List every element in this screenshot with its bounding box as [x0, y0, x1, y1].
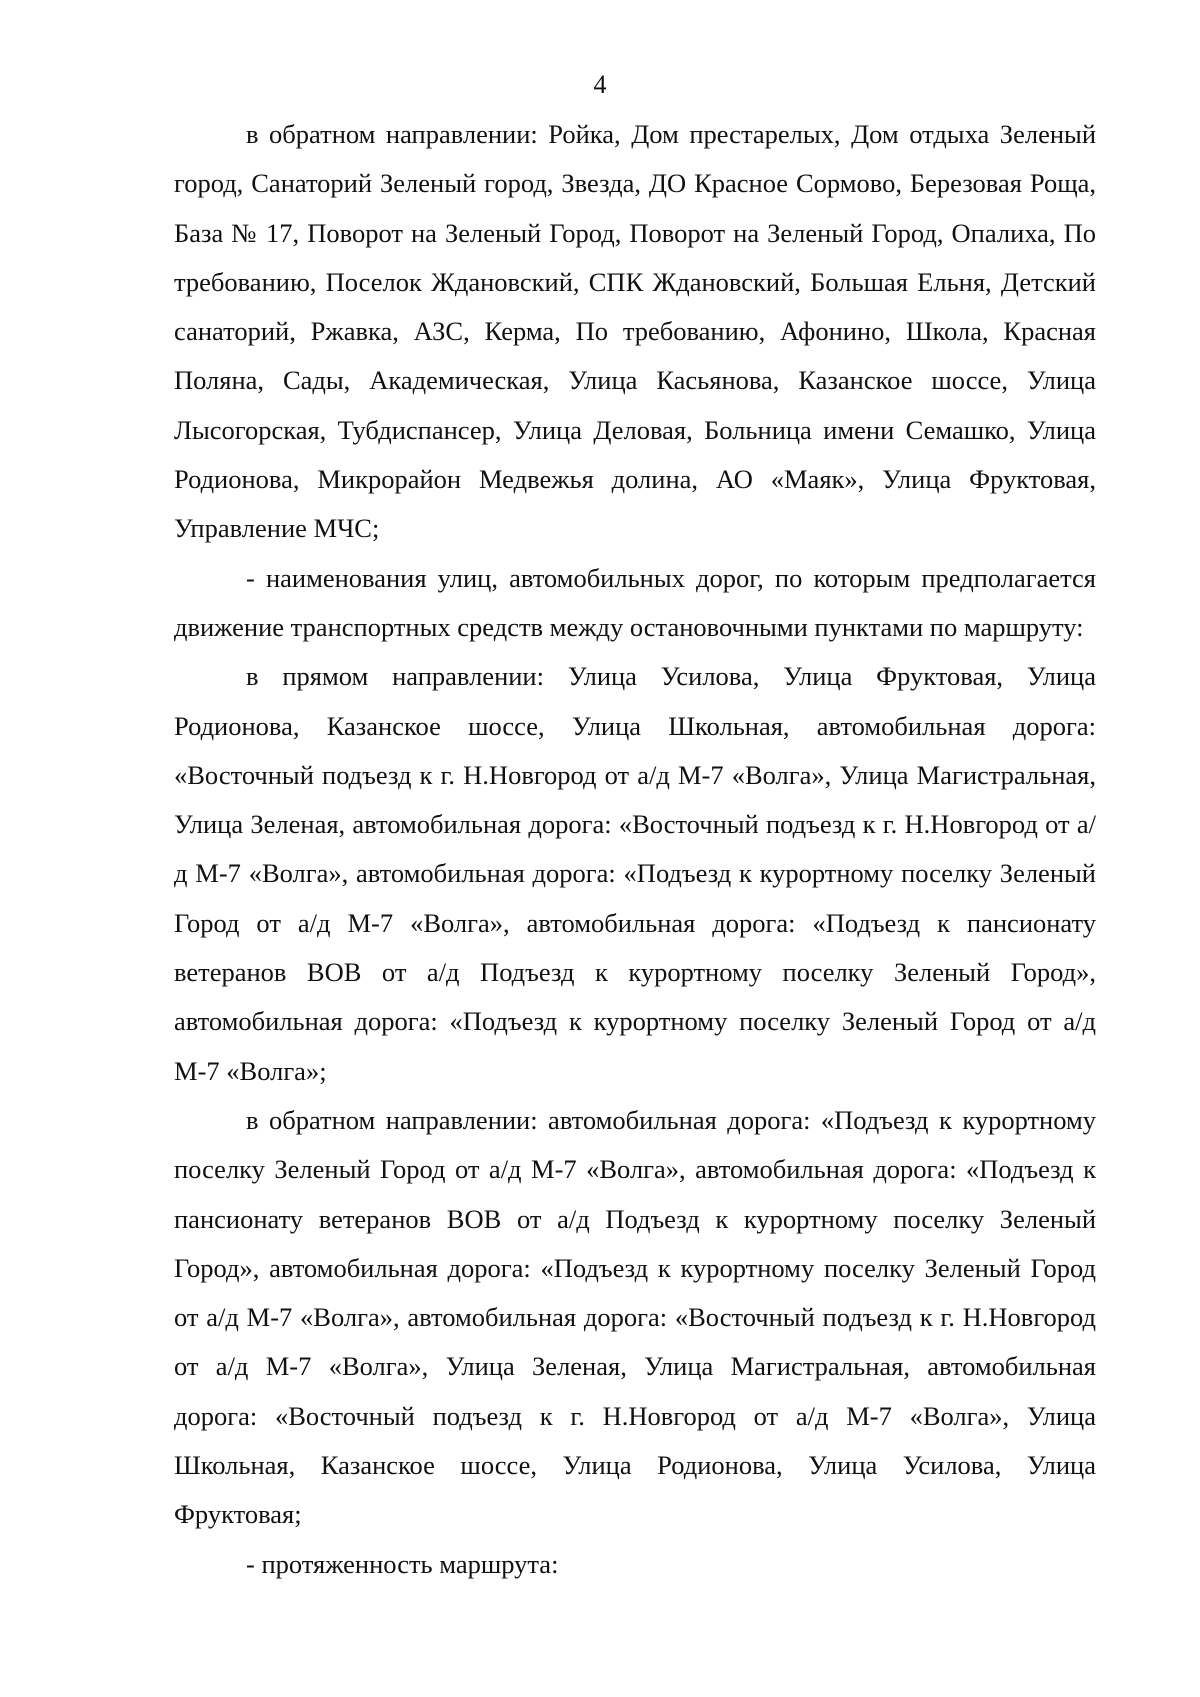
paragraph-street-names-heading: - наименования улиц, автомобильных дорог, по которым предполагается движение транспортных средств между остановочными пунктами по маршруту: [174, 562, 1096, 642]
paragraph-reverse-direction-stops: в обратном направлении: Ройка, Дом престарелых, Дом отдыха Зеленый город, Санаторий Зеленый город, Звезда, ДО Красное Сормово, Березовая Роща, База № 17, Поворот на Зеленый Город, Поворот на Зеленый Город, Опалиха, По требованию, Поселок Ждановский, СПК Ждановский, Большая Ельня, Детский санаторий, Ржавка, АЗС, Керма, По требованию, Афонино, Школа, Красная Поляна, Сады, Академическая, Улица Касьянова, Казанское шоссе, Улица Лысогорская, Тубдиспансер, Улица Деловая, Больница имени Семашко, Улица Родионова, Микрорайон Медвежья долина, АО «Маяк», Улица Фруктовая, Управление МЧС; [174, 119, 1096, 544]
document-body [174, 110, 1096, 1589]
page-number: 4 [593, 70, 607, 99]
paragraph-forward-direction-roads: в прямом направлении: Улица Усилова, Улица Фруктовая, Улица Родионова, Казанское шоссе, Улица Школьная, автомобильная дорога: «Восточный подъезд к г. Н.Новгород от а/д М-7 «Волга», Улица Магистральная, Улица Зеленая, автомобильная дорога: «Восточный подъезд к г. Н.Новгород от а/д М-7 «Волга», автомобильная дорога: «Подъезд к курортному поселку Зеленый Город от а/д М-7 «Волга», автомобильная дорога: «Подъезд к пансионату ветеранов ВОВ от а/д Подъезд к курортному поселку Зеленый Город», автомобильная дорога: «Подъезд к курортному поселку Зеленый Город от а/д М-7 «Волга»; [174, 661, 1096, 1086]
paragraph-route-length: - протяженность маршрута: [246, 1548, 559, 1579]
paragraph-reverse-direction-roads: в обратном направлении: автомобильная дорога: «Подъезд к курортному поселку Зеленый Город от а/д М-7 «Волга», автомобильная дорога: «Подъезд к пансионату ветеранов ВОВ от а/д Подъезд к курортному поселку Зеленый Город», автомобильная дорога: «Подъезд к курортному поселку Зеленый Город от а/д М-7 «Волга», автомобильная дорога: «Восточный подъезд к г. Н.Новгород от а/д М-7 «Волга», Улица Зеленая, Улица Магистральная, автомобильная дорога: «Восточный подъезд к г. Н.Новгород от а/д М-7 «Волга», Улица Школьная, Казанское шоссе, Улица Родионова, Улица Усилова, Улица Фруктовая; [174, 1104, 1096, 1530]
